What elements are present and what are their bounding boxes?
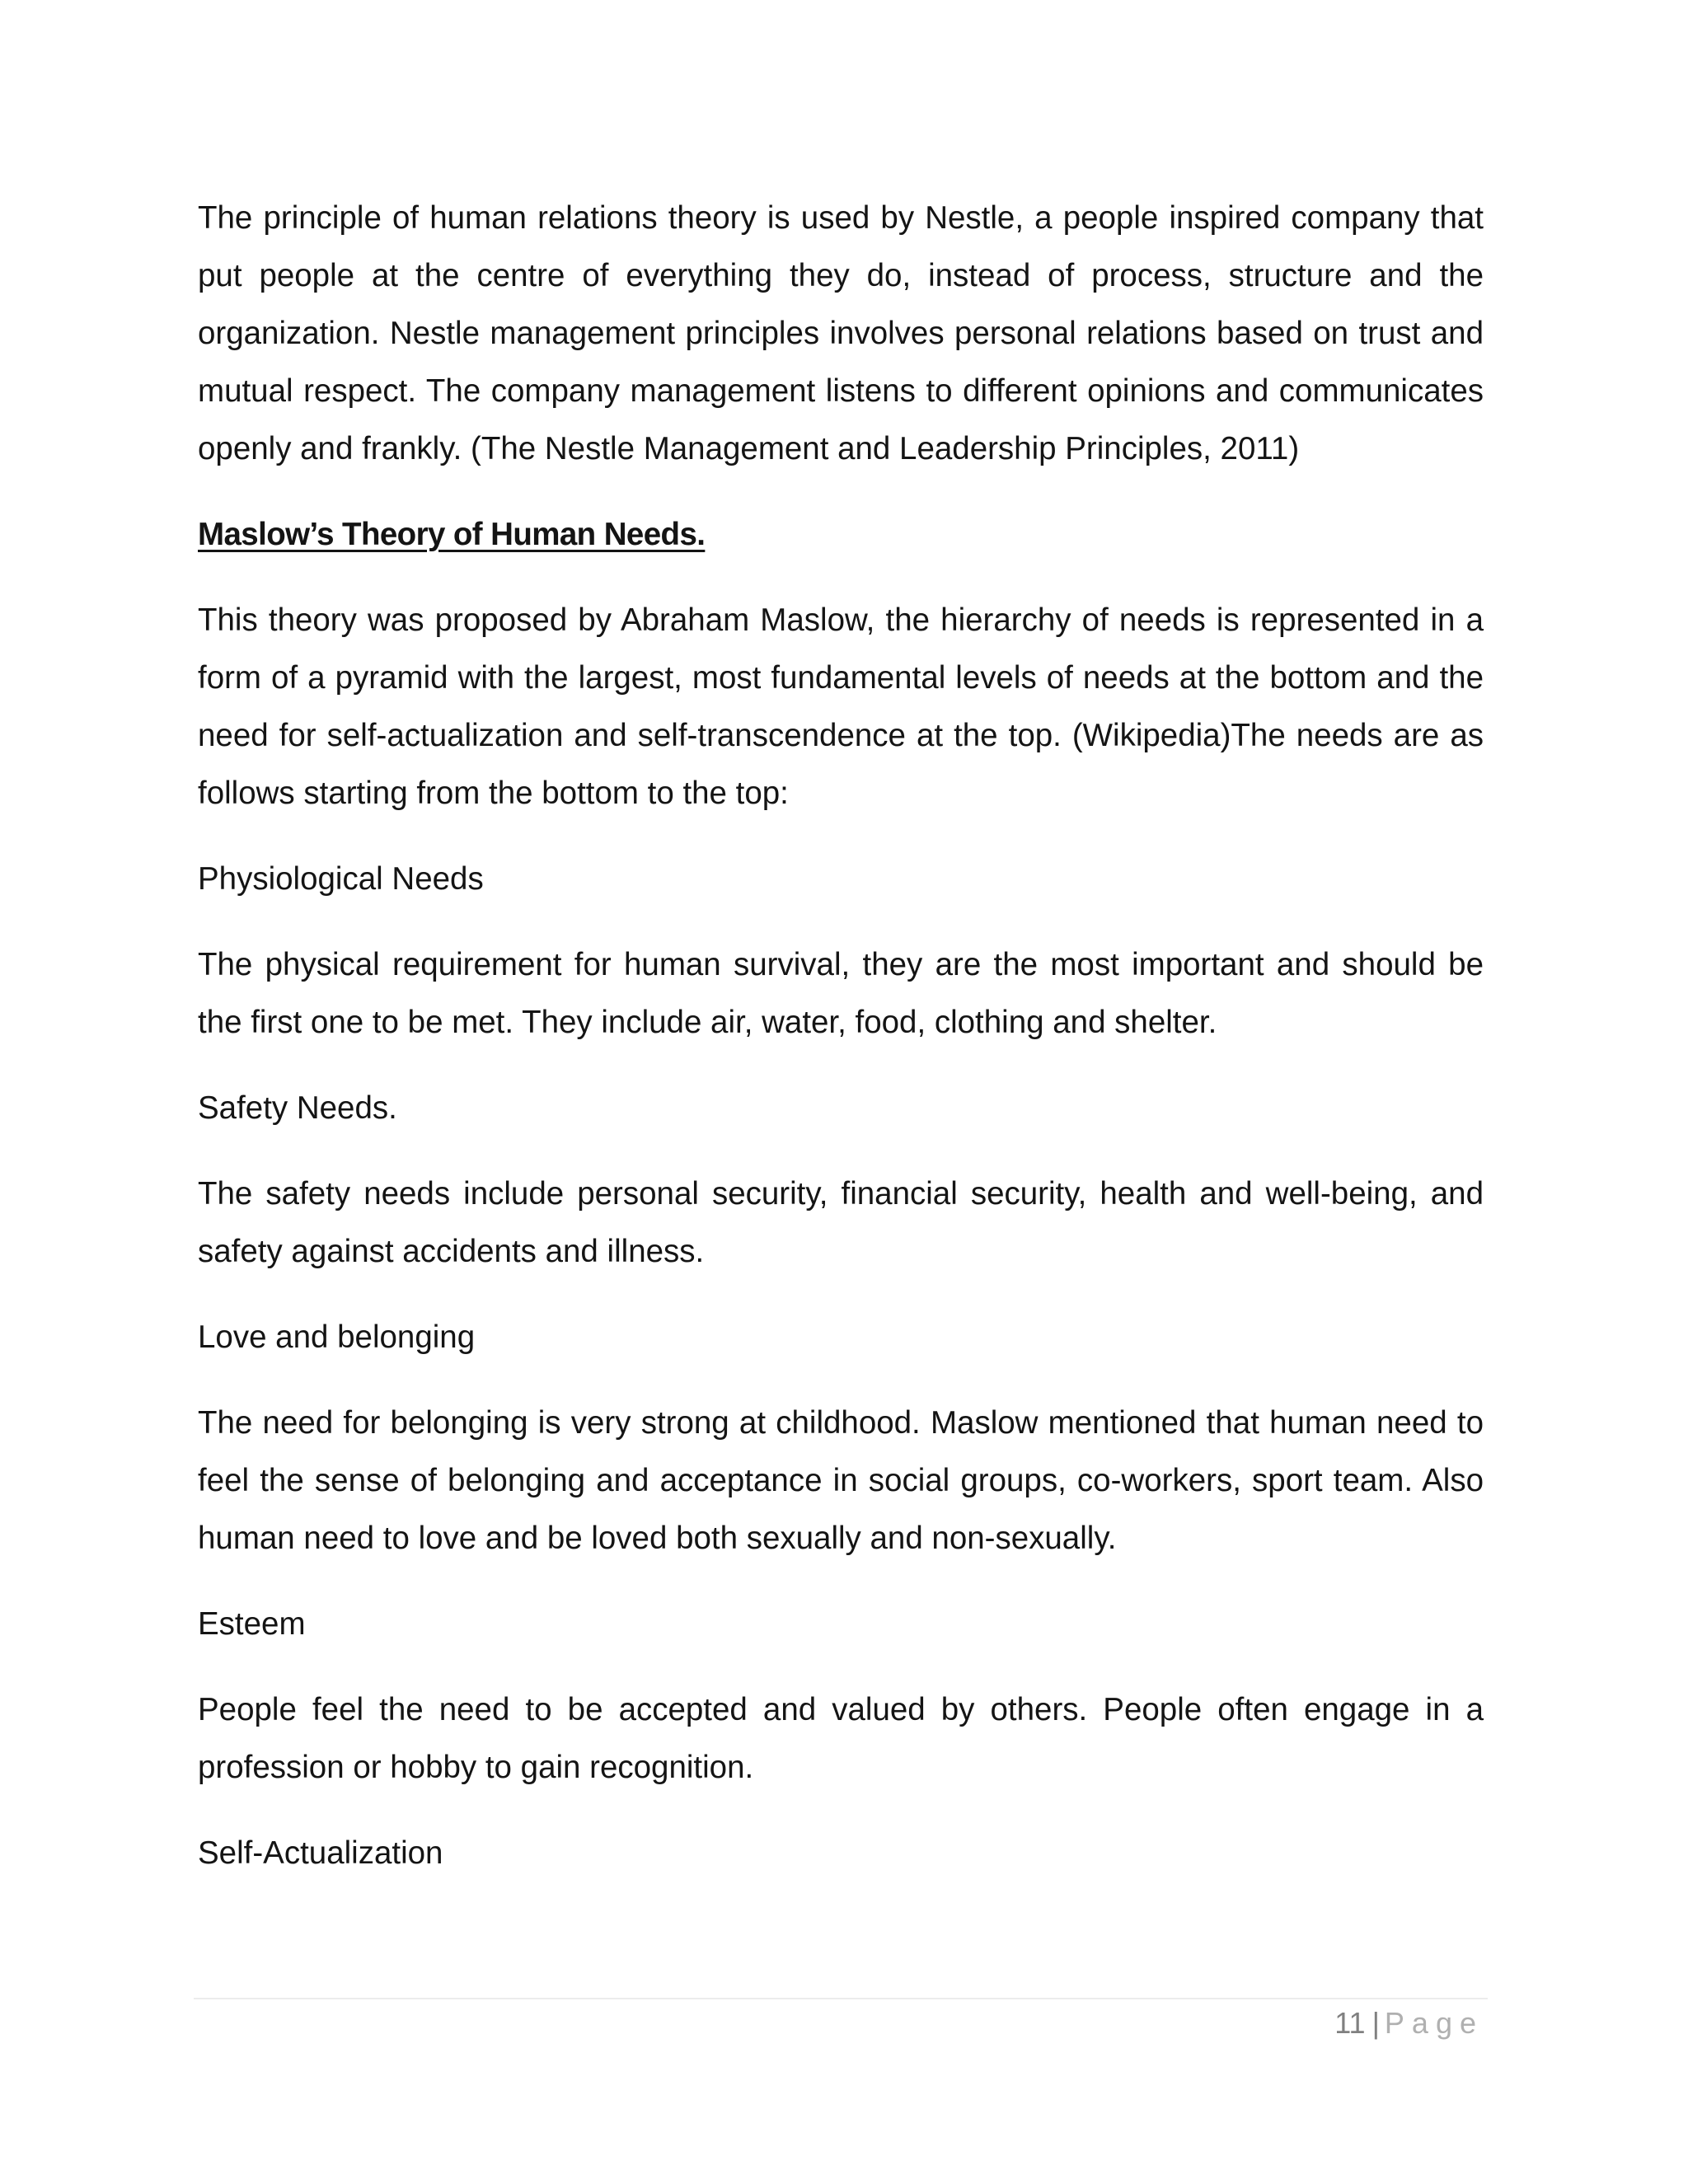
self-actualization-title: Self-Actualization [198,1835,443,1871]
love-belonging-paragraph: The need for belonging is very strong at childhood. Maslow mentioned that human need to feel the sense of belonging and acceptance in social groups, co-workers, sport team. Also human need to love and be loved both sexually and non-sexually. [198,1405,1484,1556]
maslow-section-heading: Maslow’s Theory of Human Needs. [198,517,706,552]
footer-divider [194,1998,1488,1999]
safety-needs-title: Safety Needs. [198,1090,397,1126]
esteem-paragraph: People feel the need to be accepted and valued by others. People often engage in a profession or hobby to gain recognition. [198,1692,1484,1785]
safety-needs-paragraph: The safety needs include personal security, financial security, health and well-being, and safety against accidents and illness. [198,1176,1484,1269]
page-number: 11 [1334,2006,1366,2040]
esteem-title: Esteem [198,1606,306,1642]
maslow-intro-paragraph: This theory was proposed by Abraham Maslow, the hierarchy of needs is represented in a form of a pyramid with the largest, most fundamental levels of needs at the bottom and the need for self-actualization and self-transcendence at the top. (Wikipedia)The needs are as follows starting from the bottom to the top: [198,602,1484,811]
page-footer [1334,1999,1484,2048]
page-separator: | [1372,2006,1380,2040]
page-body [198,190,1484,1910]
nestle-intro-paragraph: The principle of human relations theory is used by Nestle, a people inspired company that put people at the centre of everything they do, instead of process, structure and the organization. Nestle management principles involves personal relations based on trust and mutual respect. The company management listens to different opinions and communicates openly and frankly. (The Nestle Management and Leadership Principles, 2011) [198,200,1484,466]
physiological-needs-title: Physiological Needs [198,861,484,897]
love-belonging-title: Love and belonging [198,1319,476,1355]
physiological-needs-paragraph: The physical requirement for human survival, they are the most important and should be the first one to be met. They include air, water, food, clothing and shelter. [198,947,1484,1040]
page-label: Page [1384,2006,1484,2040]
